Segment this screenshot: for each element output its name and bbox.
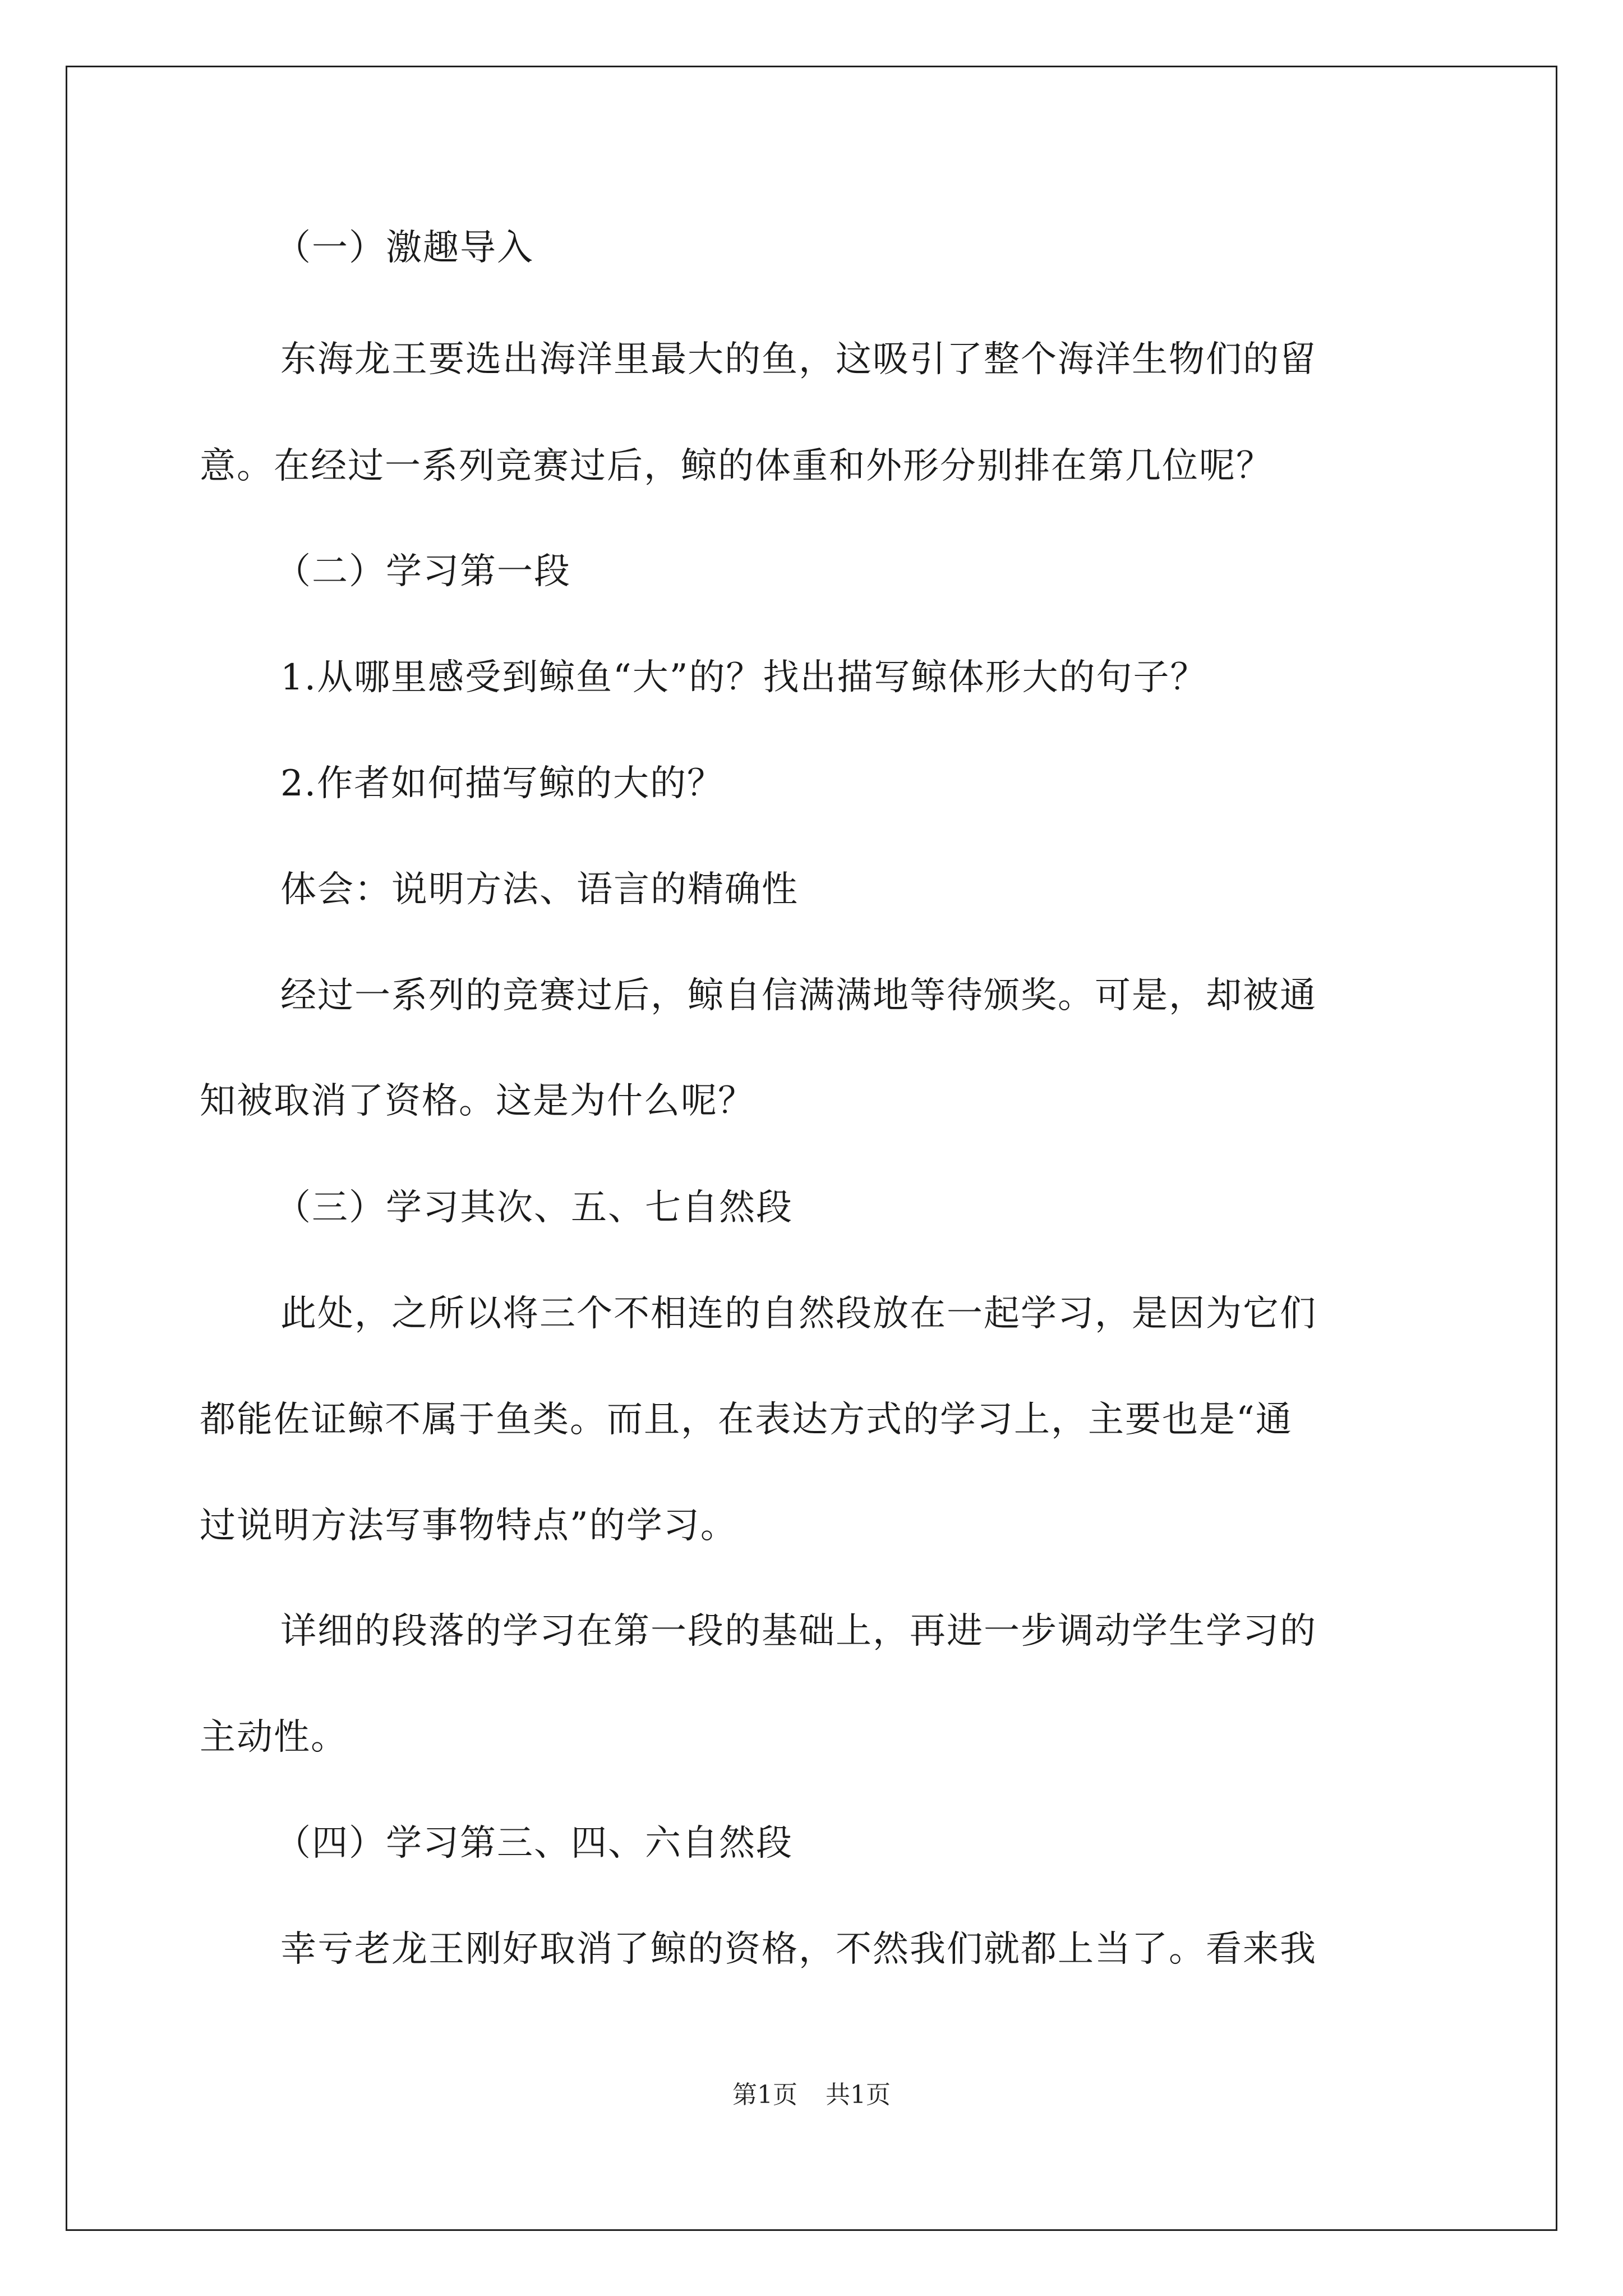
page-number-total: 共1页 [826,2081,891,2109]
paragraph-line: 详细的段落的学习在第一段的基础上，再进一步调动学生学习的 [280,1611,1317,1652]
paragraph-line: 1.从哪里感受到鲸鱼“大”的？找出描写鲸体形大的句子？ [280,657,1207,698]
paragraph-line: 2.作者如何描写鲸的大的？ [280,763,725,804]
paragraph-line: 东海龙王要选出海洋里最大的鱼，这吸引了整个海洋生物们的留 [280,339,1317,380]
page-number-current: 第1页 [732,2081,797,2109]
paragraph-line: 过说明方法写事物特点”的学习。 [200,1505,737,1547]
paragraph-line: 意。在经过一系列竞赛过后，鲸的体重和外形分别排在第几位呢？ [200,445,1273,487]
paragraph-line: 知被取消了资格。这是为什么呢？ [200,1080,755,1122]
paragraph-line: 此处，之所以将三个不相连的自然段放在一起学习，是因为它们 [280,1293,1317,1335]
heading-2: （二）学习第一段 [275,551,571,592]
paragraph-line: 幸亏老龙王刚好取消了鲸的资格，不然我们就都上当了。看来我 [280,1929,1317,1970]
paragraph-line: 都能佐证鲸不属于鱼类。而且，在表达方式的学习上，主要也是“通 [200,1399,1293,1441]
paragraph-line: 体会：说明方法、语言的精确性 [280,869,799,910]
heading-1: （一）激趣导入 [275,227,534,269]
paragraph-line: 主动性。 [200,1717,348,1758]
paragraph-line: 经过一系列的竞赛过后，鲸自信满满地等待颁奖。可是，却被通 [280,975,1317,1016]
heading-3: （三）学习其次、五、七自然段 [275,1187,793,1228]
heading-4: （四）学习第三、四、六自然段 [275,1823,793,1864]
page-border [66,66,1557,2231]
page-footer [0,2078,1623,2112]
